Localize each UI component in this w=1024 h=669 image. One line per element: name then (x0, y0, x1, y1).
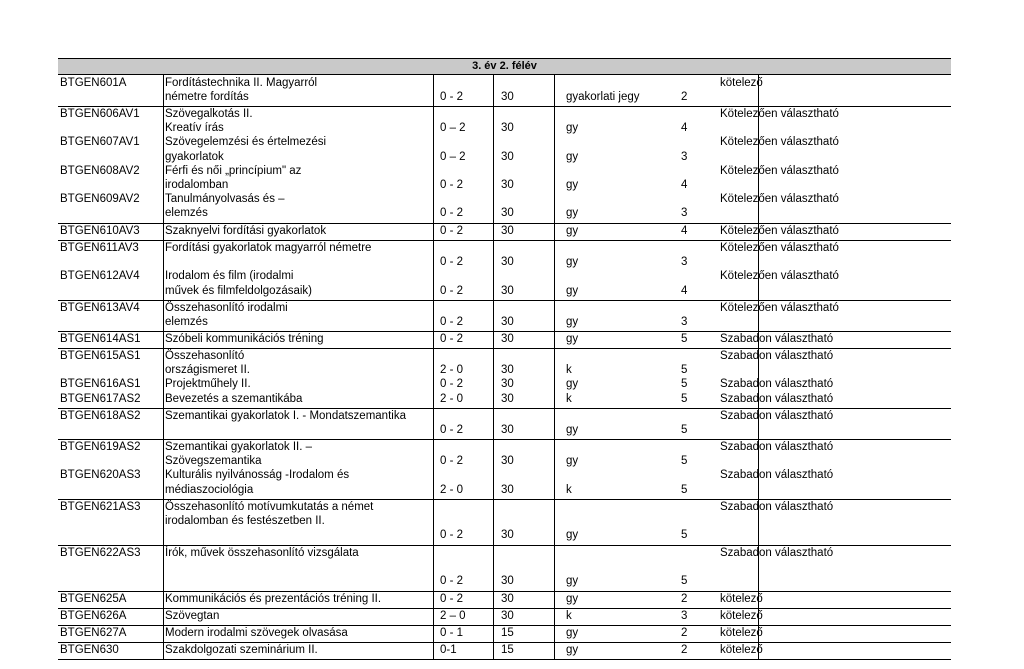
course-evaluation: gy (566, 333, 579, 345)
table-row (58, 255, 951, 269)
course-evaluation: gy (566, 150, 579, 163)
course-name: Összehasonlító (165, 350, 245, 362)
course-evaluation: gy (566, 378, 579, 391)
table-row (58, 454, 951, 468)
course-group (58, 331, 951, 349)
course-group (58, 75, 951, 107)
course-credit: 5 (681, 424, 688, 437)
course-count: 30 (501, 256, 514, 269)
course-code: BTGEN621AS3 (60, 501, 141, 513)
course-code: BTGEN601A (60, 77, 127, 89)
course-name: irodalomban és festészetben II. (165, 515, 325, 528)
course-count: 30 (501, 150, 514, 163)
course-group (58, 240, 951, 301)
table-row (58, 150, 951, 164)
course-type: Szabadon választható (720, 501, 834, 513)
table-row (58, 546, 951, 560)
table-row (58, 332, 951, 346)
course-evaluation: gy (566, 529, 579, 542)
course-hours: 0 - 2 (440, 333, 464, 345)
course-credit: 5 (681, 364, 688, 377)
course-evaluation: gy (566, 256, 579, 269)
course-count: 30 (501, 392, 514, 405)
course-hours: 0 - 2 (440, 575, 464, 588)
course-hours: 0 – 2 (440, 150, 466, 163)
table-row (58, 528, 951, 542)
course-credit: 2 (681, 91, 688, 104)
table-row (58, 206, 951, 220)
table-row (58, 560, 951, 574)
table-row (58, 483, 951, 497)
course-credit: 3 (681, 256, 688, 269)
table-row (58, 135, 951, 149)
course-evaluation: k (566, 483, 572, 496)
course-type: Kötelezően választható (720, 164, 839, 177)
course-count: 30 (501, 91, 514, 104)
course-name: művek és filmfeldolgozásaik) (165, 284, 313, 297)
course-type: Kötelezően választható (720, 225, 839, 237)
table-row (58, 315, 951, 329)
course-credit: 4 (681, 225, 688, 237)
course-hours: 0 - 2 (440, 91, 464, 104)
course-evaluation: gy (566, 644, 579, 656)
table-row (58, 349, 951, 363)
course-name: elemzés (165, 207, 208, 220)
table-row (58, 514, 951, 528)
course-credit: 5 (681, 333, 688, 345)
table-row (58, 121, 951, 135)
table-row (58, 363, 951, 377)
course-credit: 4 (681, 122, 688, 135)
course-count: 30 (501, 575, 514, 588)
course-evaluation: gy (566, 284, 579, 297)
course-count: 30 (501, 333, 514, 345)
course-group (58, 439, 951, 500)
course-credit: 5 (681, 529, 688, 542)
course-name: Szaknyelvi fordítási gyakorlatok (165, 225, 327, 237)
course-count: 30 (501, 610, 514, 622)
course-hours: 0 - 2 (440, 529, 464, 542)
course-count: 30 (501, 529, 514, 542)
course-name: Írók, művek összehasonlító vizsgálata (165, 547, 359, 559)
course-name: Szakdolgozati szeminárium II. (165, 644, 318, 656)
course-code: BTGEN619AS2 (60, 441, 141, 453)
table-row (58, 423, 951, 437)
course-count: 30 (501, 225, 514, 237)
course-name: Projektműhely II. (165, 378, 251, 391)
course-name: Fordítási gyakorlatok magyarról németre (165, 242, 372, 254)
course-count: 30 (501, 207, 514, 220)
course-hours: 2 - 0 (440, 483, 464, 496)
course-credit: 2 (681, 644, 688, 656)
course-code: BTGEN614AS1 (60, 333, 141, 345)
course-name: Szövegalkotás II. (165, 108, 253, 120)
course-count: 30 (501, 122, 514, 135)
course-hours: 0 - 2 (440, 593, 464, 605)
course-count: 30 (501, 364, 514, 377)
course-hours: 0 – 2 (440, 122, 466, 135)
course-count: 30 (501, 483, 514, 496)
course-count: 30 (501, 455, 514, 468)
course-name: irodalomban (165, 179, 229, 191)
course-type: kötelező (720, 610, 763, 622)
course-credit: 3 (681, 610, 688, 622)
course-hours: 0 - 2 (440, 256, 464, 269)
table-row (58, 626, 951, 640)
course-code: BTGEN609AV2 (60, 193, 140, 206)
course-code: BTGEN622AS3 (60, 547, 141, 559)
course-count: 15 (501, 644, 514, 656)
course-name: Szövegtan (165, 610, 220, 622)
course-group (58, 348, 951, 409)
course-group (58, 106, 951, 224)
course-code: BTGEN617AS2 (60, 392, 141, 405)
course-group (58, 223, 951, 241)
course-name: médiaszociológia (165, 483, 254, 496)
course-credit: 4 (681, 284, 688, 297)
course-name: Szövegszemantika (165, 455, 262, 468)
course-type: Szabadon választható (720, 333, 834, 345)
course-hours: 0 - 2 (440, 455, 464, 468)
table-row (58, 392, 951, 406)
course-hours: 0 - 2 (440, 316, 464, 329)
course-type: Szabadon választható (720, 350, 834, 362)
course-type: Szabadon választható (720, 547, 834, 559)
course-credit: 5 (681, 575, 688, 588)
course-hours: 2 - 0 (440, 364, 464, 377)
course-group (58, 608, 951, 626)
course-hours: 0-1 (440, 644, 457, 656)
course-code: BTGEN625A (60, 593, 127, 605)
table-row (58, 468, 951, 482)
course-group (58, 642, 951, 660)
course-type: kötelező (720, 77, 763, 89)
course-name: Kreatív írás (165, 122, 224, 135)
course-code: BTGEN607AV1 (60, 136, 140, 149)
course-name: Tanulmányolvasás és – (165, 193, 285, 206)
course-type: kötelező (720, 627, 763, 639)
course-evaluation: gy (566, 207, 579, 220)
table-row (58, 574, 951, 588)
course-code: BTGEN618AS2 (60, 410, 141, 422)
course-name: országismeret II. (165, 364, 250, 377)
course-code: BTGEN612AV4 (60, 270, 140, 283)
table-row (58, 178, 951, 192)
table-row (58, 192, 951, 206)
course-name: Összehasonlító motívumkutatás a német (165, 501, 374, 513)
course-code: BTGEN616AS1 (60, 378, 141, 391)
table-row (58, 643, 951, 657)
table-row (58, 241, 951, 255)
course-name: Szemantikai gyakorlatok II. – (165, 441, 313, 453)
course-evaluation: k (566, 610, 572, 622)
course-type: Kötelezően választható (720, 242, 839, 254)
course-evaluation: gyakorlati jegy (566, 91, 640, 104)
course-count: 30 (501, 316, 514, 329)
course-name: Összehasonlító irodalmi (165, 302, 288, 314)
course-code: BTGEN615AS1 (60, 350, 141, 362)
course-name: Irodalom és film (irodalmi (165, 270, 294, 283)
course-credit: 5 (681, 378, 688, 391)
course-hours: 2 - 0 (440, 392, 464, 405)
table-row (58, 107, 951, 121)
course-code: BTGEN610AV3 (60, 225, 140, 237)
course-count: 30 (501, 284, 514, 297)
course-code: BTGEN626A (60, 610, 127, 622)
course-name: Bevezetés a szemantikába (165, 392, 303, 405)
course-name: németre fordítás (165, 91, 249, 104)
course-code: BTGEN611AV3 (60, 242, 139, 254)
course-credit: 5 (681, 483, 688, 496)
course-name: Szövegelemzési és értelmezési (165, 136, 327, 149)
course-evaluation: gy (566, 455, 579, 468)
course-type: Szabadon választható (720, 441, 834, 453)
course-evaluation: k (566, 364, 572, 377)
course-code: BTGEN630 (60, 644, 119, 656)
course-credit: 2 (681, 627, 688, 639)
course-type: Kötelezően választható (720, 270, 839, 283)
course-name: Kommunikációs és prezentációs tréning II. (165, 593, 382, 605)
table-row (58, 269, 951, 283)
course-hours: 0 - 2 (440, 179, 464, 191)
course-evaluation: gy (566, 575, 579, 588)
table-row (58, 301, 951, 315)
course-code: BTGEN613AV4 (60, 302, 140, 314)
course-evaluation: gy (566, 122, 579, 135)
course-name: Kulturális nyilvánosság -Irodalom és (165, 469, 350, 482)
course-group (58, 300, 951, 332)
course-type: Szabadon választható (720, 410, 834, 422)
course-name: elemzés (165, 316, 208, 329)
course-evaluation: gy (566, 225, 579, 237)
course-count: 15 (501, 627, 514, 639)
course-name: Szemantikai gyakorlatok I. - Mondatszemantika (165, 410, 406, 422)
course-name: Fordítástechnika II. Magyarról (165, 77, 318, 89)
course-hours: 0 - 2 (440, 424, 464, 437)
table-row (58, 164, 951, 178)
course-type: kötelező (720, 644, 763, 656)
course-hours: 0 - 2 (440, 378, 464, 391)
course-hours: 2 – 0 (440, 610, 466, 622)
course-evaluation: gy (566, 424, 579, 437)
course-credit: 3 (681, 207, 688, 220)
course-type: Kötelezően választható (720, 193, 839, 206)
course-name: Férfi és női „princípium" az (165, 164, 302, 177)
course-name: gyakorlatok (165, 150, 224, 163)
course-type: Szabadon választható (720, 378, 834, 391)
course-group (58, 499, 951, 546)
course-type: Kötelezően választható (720, 108, 839, 120)
course-count: 30 (501, 424, 514, 437)
course-credit: 5 (681, 455, 688, 468)
course-credit: 3 (681, 316, 688, 329)
course-evaluation: gy (566, 316, 579, 329)
table-row (58, 500, 951, 514)
table-row (58, 224, 951, 238)
course-evaluation: k (566, 392, 572, 405)
course-type: Kötelezően választható (720, 136, 839, 149)
course-group (58, 408, 951, 440)
course-hours: 0 - 1 (440, 627, 464, 639)
course-code: BTGEN606AV1 (60, 108, 140, 120)
course-hours: 0 - 2 (440, 284, 464, 297)
course-evaluation: gy (566, 179, 579, 191)
course-type: Szabadon választható (720, 469, 834, 482)
course-evaluation: gy (566, 593, 579, 605)
course-group (58, 591, 951, 609)
course-type: kötelező (720, 593, 763, 605)
course-code: BTGEN608AV2 (60, 164, 140, 177)
table-row (58, 76, 951, 90)
table-row (58, 609, 951, 623)
table-header: 3. év 2. félév (58, 58, 951, 75)
table-row (58, 440, 951, 454)
course-name: Szóbeli kommunikációs tréning (165, 333, 324, 345)
table-row (58, 592, 951, 606)
course-hours: 0 - 2 (440, 207, 464, 220)
course-count: 30 (501, 593, 514, 605)
course-type: Kötelezően választható (720, 302, 839, 314)
course-count: 30 (501, 378, 514, 391)
course-type: Szabadon választható (720, 392, 834, 405)
course-group (58, 545, 951, 592)
table-row (58, 284, 951, 298)
table-row (58, 90, 951, 104)
course-credit: 3 (681, 150, 688, 163)
course-code: BTGEN627A (60, 627, 127, 639)
course-credit: 4 (681, 179, 688, 191)
table-row (58, 377, 951, 391)
course-name: Modern irodalmi szövegek olvasása (165, 627, 348, 639)
course-evaluation: gy (566, 627, 579, 639)
course-credit: 5 (681, 392, 688, 405)
course-hours: 0 - 2 (440, 225, 464, 237)
course-group (58, 625, 951, 643)
course-credit: 2 (681, 593, 688, 605)
course-count: 30 (501, 179, 514, 191)
table-row (58, 409, 951, 423)
course-code: BTGEN620AS3 (60, 469, 141, 482)
